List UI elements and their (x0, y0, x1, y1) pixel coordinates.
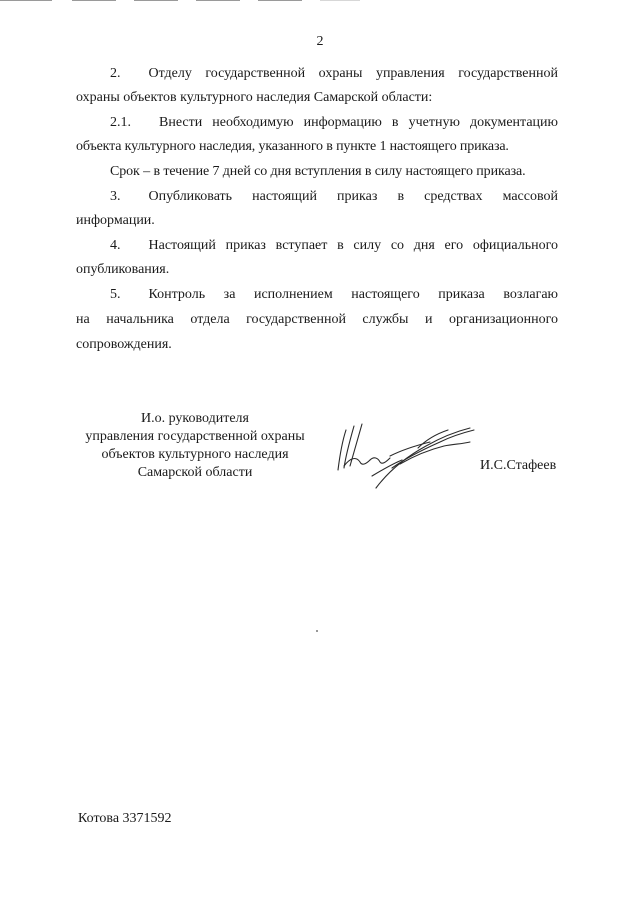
item-3-line-2: информации. (76, 213, 155, 228)
item-2-1-line-1: 2.1. Внести необходимую информацию в учетную документацию (110, 115, 558, 130)
item-2-line-2: охраны объектов культурного наследия Самарской области: (76, 90, 433, 105)
signatory-position-line: И.о. руководителя (140, 411, 249, 426)
top-rule (72, 0, 116, 1)
signatory-position-line: объектов культурного наследия (101, 447, 289, 462)
item-5-line-2: на начальника отдела государственной службы и организационного (76, 312, 558, 327)
top-rule (134, 0, 178, 1)
signer-name: И.С.Стафеев (480, 458, 557, 473)
handwritten-signature (330, 418, 480, 494)
item-2-line-1: 2. Отделу государственной охраны управления государственной (110, 66, 558, 81)
signatory-position-line: управления государственной охраны (85, 429, 305, 444)
top-rule (258, 0, 302, 1)
executor-note: Котова 3371592 (78, 811, 172, 826)
item-3-line-1: 3. Опубликовать настоящий приказ в средствах массовой (110, 189, 558, 204)
item-5-line-3: сопровождения. (76, 337, 172, 352)
item-2-1-line-2: объекта культурного наследия, указанного в пункте 1 настоящего приказа. (76, 139, 509, 154)
signatory-position-line: Самарской области (137, 465, 253, 480)
deadline-line: Срок – в течение 7 дней со дня вступления в силу настоящего приказа. (110, 164, 526, 179)
item-4-line-1: 4. Настоящий приказ вступает в силу со дня его официального (110, 238, 558, 253)
scan-speck (316, 630, 318, 632)
item-4-line-2: опубликования. (76, 262, 170, 277)
top-rule (196, 0, 240, 1)
signatory-position (70, 410, 320, 482)
item-5-line-1: 5. Контроль за исполнением настоящего приказа возлагаю (110, 287, 558, 302)
top-rule (0, 0, 52, 1)
page-number: 2 (316, 34, 324, 49)
top-rule (320, 0, 360, 1)
